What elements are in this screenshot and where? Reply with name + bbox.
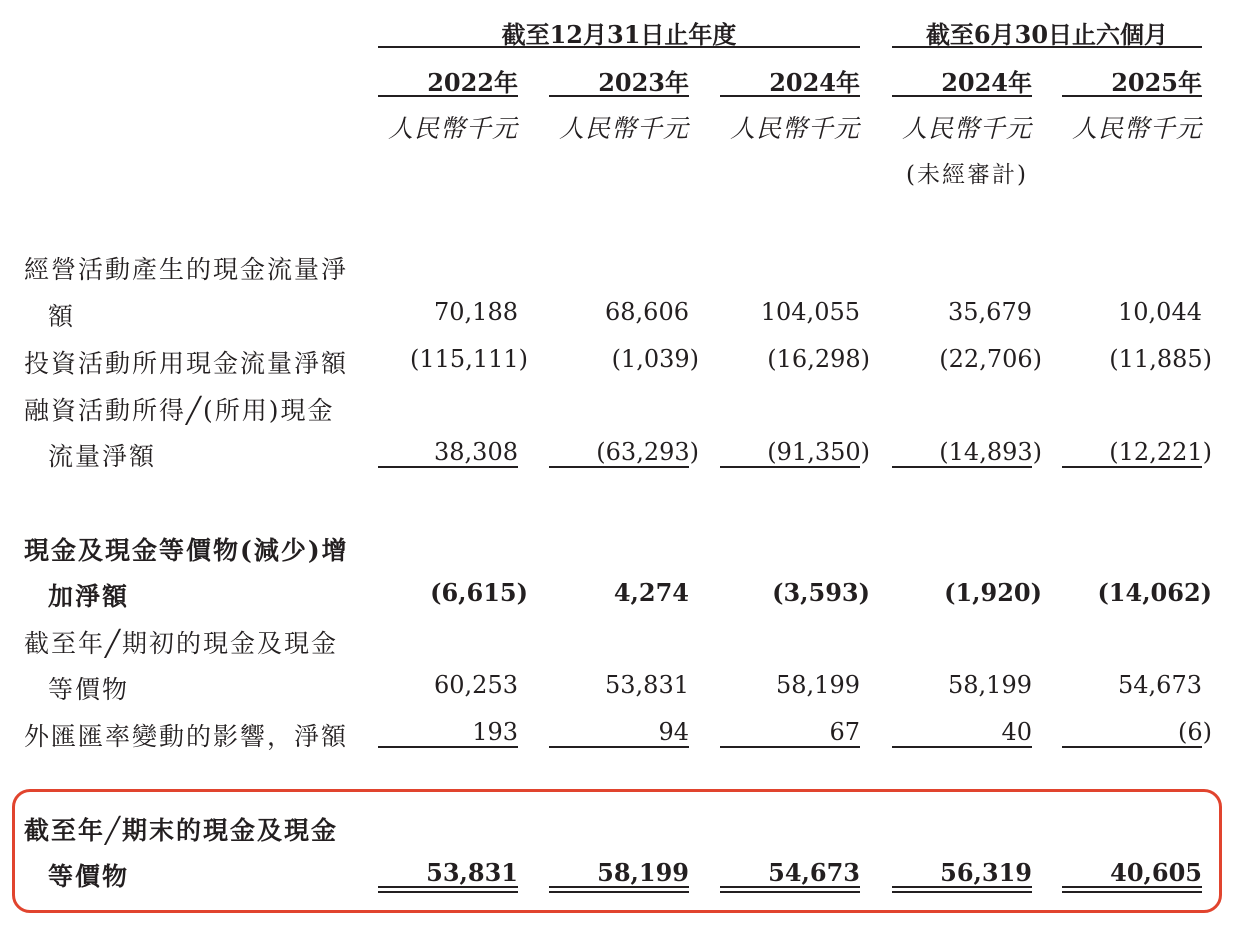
value-cell: 40 [1001, 718, 1032, 746]
year-header-3: 2024年 [769, 68, 860, 97]
value-cell: (16,298) [767, 345, 870, 373]
subtotal-rule-1 [378, 746, 518, 748]
subtotal-rule-2 [549, 746, 689, 748]
value-cell: 58,199 [597, 858, 689, 887]
value-cell: 53,831 [605, 671, 689, 699]
year-underline-2 [549, 95, 689, 97]
value-cell: 70,188 [434, 298, 518, 326]
total-double-rule-3 [720, 886, 860, 893]
year-underline-5 [1062, 95, 1202, 97]
unit-label-1: 人民幣千元 [387, 114, 518, 143]
value-cell: 54,673 [1118, 671, 1202, 699]
subtotal-rule-4 [892, 466, 1032, 468]
row-closing-label-2: 等價物 [48, 862, 130, 891]
value-cell: (11,885) [1109, 345, 1212, 373]
value-cell: 10,044 [1118, 298, 1202, 326]
row-net-change-label-2: 加淨額 [48, 582, 130, 611]
subtotal-rule-3 [720, 746, 860, 748]
highlight-box [12, 789, 1222, 913]
value-cell: 94 [658, 718, 689, 746]
value-cell: 38,308 [434, 438, 518, 466]
value-cell: 104,055 [760, 298, 860, 326]
value-cell: 58,199 [776, 671, 860, 699]
subtotal-rule-5 [1062, 746, 1202, 748]
row-operating-label-1: 經營活動產生的現金流量淨 [24, 255, 349, 284]
row-fx-label: 外匯匯率變動的影響，淨額 [24, 722, 349, 751]
row-operating-label-2: 額 [48, 302, 76, 331]
group-underline-annual [378, 46, 860, 48]
year-underline-4 [892, 95, 1032, 97]
unit-label-3: 人民幣千元 [729, 114, 860, 143]
subtotal-rule-2 [549, 466, 689, 468]
row-investing-label: 投資活動所用現金流量淨額 [24, 349, 349, 378]
value-cell: 68,606 [605, 298, 689, 326]
value-cell: (6) [1178, 718, 1212, 746]
value-cell: (115,111) [410, 345, 528, 373]
value-cell: 67 [829, 718, 860, 746]
value-cell: (6,615) [430, 578, 528, 607]
group-underline-six-months [892, 46, 1202, 48]
year-header-5: 2025年 [1111, 68, 1202, 97]
value-cell: (22,706) [939, 345, 1042, 373]
row-net-change-label-1: 現金及現金等價物(減少)增 [24, 536, 349, 565]
row-financing-label-2: 流量淨額 [48, 442, 157, 471]
row-opening-label-1: 截至年╱期初的現金及現金 [24, 629, 339, 658]
value-cell: 35,679 [948, 298, 1032, 326]
value-cell: 4,274 [613, 578, 689, 607]
value-cell: 56,319 [940, 858, 1032, 887]
row-closing-label-1: 截至年╱期末的現金及現金 [24, 816, 339, 845]
group-header-six-months: 截至6月30日止六個月 [925, 20, 1169, 49]
value-cell: (63,293) [596, 438, 699, 466]
value-cell: (3,593) [772, 578, 870, 607]
unit-label-5: 人民幣千元 [1071, 114, 1202, 143]
group-header-annual: 截至12月31日止年度 [501, 20, 737, 49]
value-cell: 58,199 [948, 671, 1032, 699]
year-header-1: 2022年 [427, 68, 518, 97]
unit-label-4: 人民幣千元 [901, 114, 1032, 143]
value-cell: (91,350) [767, 438, 870, 466]
value-cell: 53,831 [426, 858, 518, 887]
total-double-rule-1 [378, 886, 518, 893]
row-financing-label-1: 融資活動所得╱(所用)現金 [24, 396, 335, 425]
value-cell: (14,062) [1097, 578, 1212, 607]
value-cell: (12,221) [1109, 438, 1212, 466]
year-underline-3 [720, 95, 860, 97]
subtotal-rule-3 [720, 466, 860, 468]
value-cell: (1,039) [611, 345, 699, 373]
value-cell: 193 [472, 718, 518, 746]
year-underline-1 [378, 95, 518, 97]
value-cell: 60,253 [434, 671, 518, 699]
value-cell: 40,605 [1110, 858, 1202, 887]
subtotal-rule-1 [378, 466, 518, 468]
subtotal-rule-4 [892, 746, 1032, 748]
total-double-rule-4 [892, 886, 1032, 893]
year-header-4: 2024年 [941, 68, 1032, 97]
total-double-rule-2 [549, 886, 689, 893]
subtotal-rule-5 [1062, 466, 1202, 468]
unit-label-2: 人民幣千元 [558, 114, 689, 143]
value-cell: 54,673 [768, 858, 860, 887]
total-double-rule-5 [1062, 886, 1202, 893]
unaudited-note: (未經審計) [906, 162, 1028, 188]
value-cell: (14,893) [939, 438, 1042, 466]
value-cell: (1,920) [944, 578, 1042, 607]
row-opening-label-2: 等價物 [48, 675, 130, 704]
year-header-2: 2023年 [598, 68, 689, 97]
